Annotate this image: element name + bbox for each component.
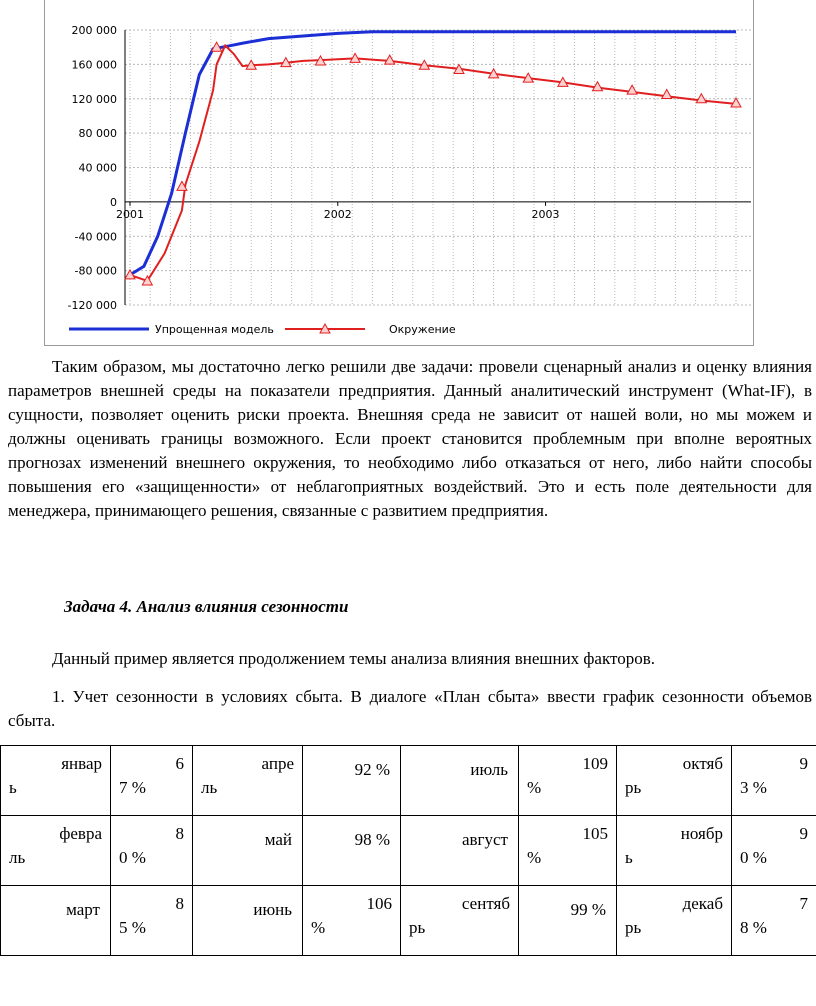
chart-panel: [44, 0, 754, 346]
table-cell: [401, 816, 519, 886]
table-cell: [193, 886, 303, 956]
cell-text-line2: ль: [201, 778, 218, 797]
cell-text-line2: рь: [409, 918, 426, 937]
cell-text-line1: январ: [61, 754, 102, 773]
y-tick-label: -80 000: [74, 264, 117, 278]
cell-text: 99 %: [570, 900, 606, 919]
cell-text-line2: 0 %: [119, 848, 146, 867]
cell-text-line1: 7: [799, 894, 808, 913]
cell-text: 92 %: [354, 760, 390, 779]
cell-text-line2: ь: [625, 848, 633, 867]
cell-text-line1: 6: [175, 754, 184, 773]
table-cell: [111, 746, 193, 816]
cell-text-line1: октяб: [682, 754, 723, 773]
cell-text-line1: 109: [582, 754, 608, 773]
paragraph-conclusion: Таким образом, мы достаточно легко решили две задачи: провели сценарный анализ и оценку влияния параметров внешней среды на показатели предприятия. Данный аналитический инструмент (What-IF), в сущности, позволяет оценить риски проекта. Внешняя среда не зависит от нашей воли, но мы можем и должны оценивать границы возможного. Если проект становится проблемным при вполне вероятных прогнозах изменений внешнего окружения, то необходимо либо отказаться от него, либо найти способы повышения его «защищенности» от неблагоприятных воздействий. Это и есть поле деятельности для менеджера, принимающего решения, связанные с развитием предприятия.: [8, 357, 812, 520]
table-cell: [303, 886, 401, 956]
y-tick-label: -40 000: [74, 230, 117, 244]
table-row: [1, 746, 816, 816]
cell-text-line1: 105: [582, 824, 608, 843]
table-cell: [1, 886, 111, 956]
cell-text-line2: %: [311, 918, 326, 937]
series-marker: [385, 55, 395, 64]
y-tick-label: 80 000: [78, 127, 117, 141]
table-cell: [1, 746, 111, 816]
line-chart: [45, 0, 753, 345]
table-row: [1, 886, 816, 956]
cell-text-line1: 8: [175, 824, 184, 843]
cell-text-line2: 3 %: [740, 778, 767, 797]
table-cell: [401, 886, 519, 956]
cell-text-line2: 8 %: [740, 918, 767, 937]
task-heading: Задача 4. Анализ влияния сезонности: [64, 597, 349, 616]
cell-text-line2: рь: [625, 778, 642, 797]
table-row: [1, 816, 816, 886]
table-cell: [303, 746, 401, 816]
table-cell: [732, 816, 816, 886]
cell-text: март: [66, 900, 100, 919]
cell-text: май: [264, 830, 292, 849]
series-marker: [662, 89, 672, 98]
cell-text-line1: 8: [175, 894, 184, 913]
table-cell: [617, 886, 732, 956]
cell-text-line2: рь: [625, 918, 642, 937]
paragraph-intro: Данный пример является продолжением темы анализа влияния внешних факторов.: [52, 649, 655, 668]
cell-text-line2: %: [527, 848, 542, 867]
cell-text-line2: 5 %: [119, 918, 146, 937]
cell-text-line1: апре: [261, 754, 294, 773]
cell-text-line1: ноябр: [680, 824, 723, 843]
cell-text: 98 %: [354, 830, 390, 849]
cell-text-line1: декаб: [682, 894, 723, 913]
table-cell: [617, 746, 732, 816]
y-tick-label: 200 000: [71, 24, 117, 37]
legend-label-simplified-model: Упрощенная модель: [155, 323, 274, 336]
cell-text-line1: февра: [59, 824, 102, 843]
cell-text: июль: [470, 760, 508, 779]
cell-text-line2: 7 %: [119, 778, 146, 797]
y-tick-label: -120 000: [67, 299, 117, 312]
series-marker: [627, 85, 637, 94]
table-cell: [519, 816, 617, 886]
cell-text: август: [461, 830, 508, 849]
y-tick-label: 120 000: [71, 92, 117, 106]
paragraph-conclusion-block: [8, 355, 812, 523]
cell-text-line1: 9: [799, 754, 808, 773]
x-tick-label: 2001: [116, 207, 144, 221]
seasonality-table: [0, 745, 816, 956]
table-cell: [617, 816, 732, 886]
table-cell: [519, 886, 617, 956]
cell-text-line2: %: [527, 778, 542, 797]
paragraph-step: 1. Учет сезонности в условиях сбыта. В диалоге «План сбыта» ввести график сезонности объемов сбыта.: [8, 687, 812, 730]
cell-text-line2: ль: [9, 848, 26, 867]
series-marker: [731, 98, 741, 107]
cell-text-line2: ь: [9, 778, 17, 797]
table-cell: [193, 816, 303, 886]
cell-text-line1: 9: [799, 824, 808, 843]
table-cell: [401, 746, 519, 816]
cell-text-line1: сентяб: [461, 894, 510, 913]
table-cell: [111, 816, 193, 886]
legend-label-environment: Окружение: [389, 323, 456, 336]
paragraph-intro-block: [8, 647, 812, 671]
cell-text-line1: 106: [366, 894, 392, 913]
table-cell: [732, 886, 816, 956]
y-tick-label: 0: [110, 195, 117, 209]
table-cell: [1, 816, 111, 886]
table-cell: [193, 746, 303, 816]
y-tick-label: 160 000: [71, 58, 117, 72]
table-cell: [111, 886, 193, 956]
series-line-environment: [130, 46, 736, 281]
table-cell: [519, 746, 617, 816]
table-cell: [732, 746, 816, 816]
y-tick-label: 40 000: [78, 161, 117, 175]
table-cell: [303, 816, 401, 886]
cell-text-line2: 0 %: [740, 848, 767, 867]
paragraph-step-block: [8, 685, 812, 733]
x-tick-label: 2002: [323, 207, 352, 221]
cell-text: июнь: [253, 900, 292, 919]
x-tick-label: 2003: [531, 207, 560, 221]
